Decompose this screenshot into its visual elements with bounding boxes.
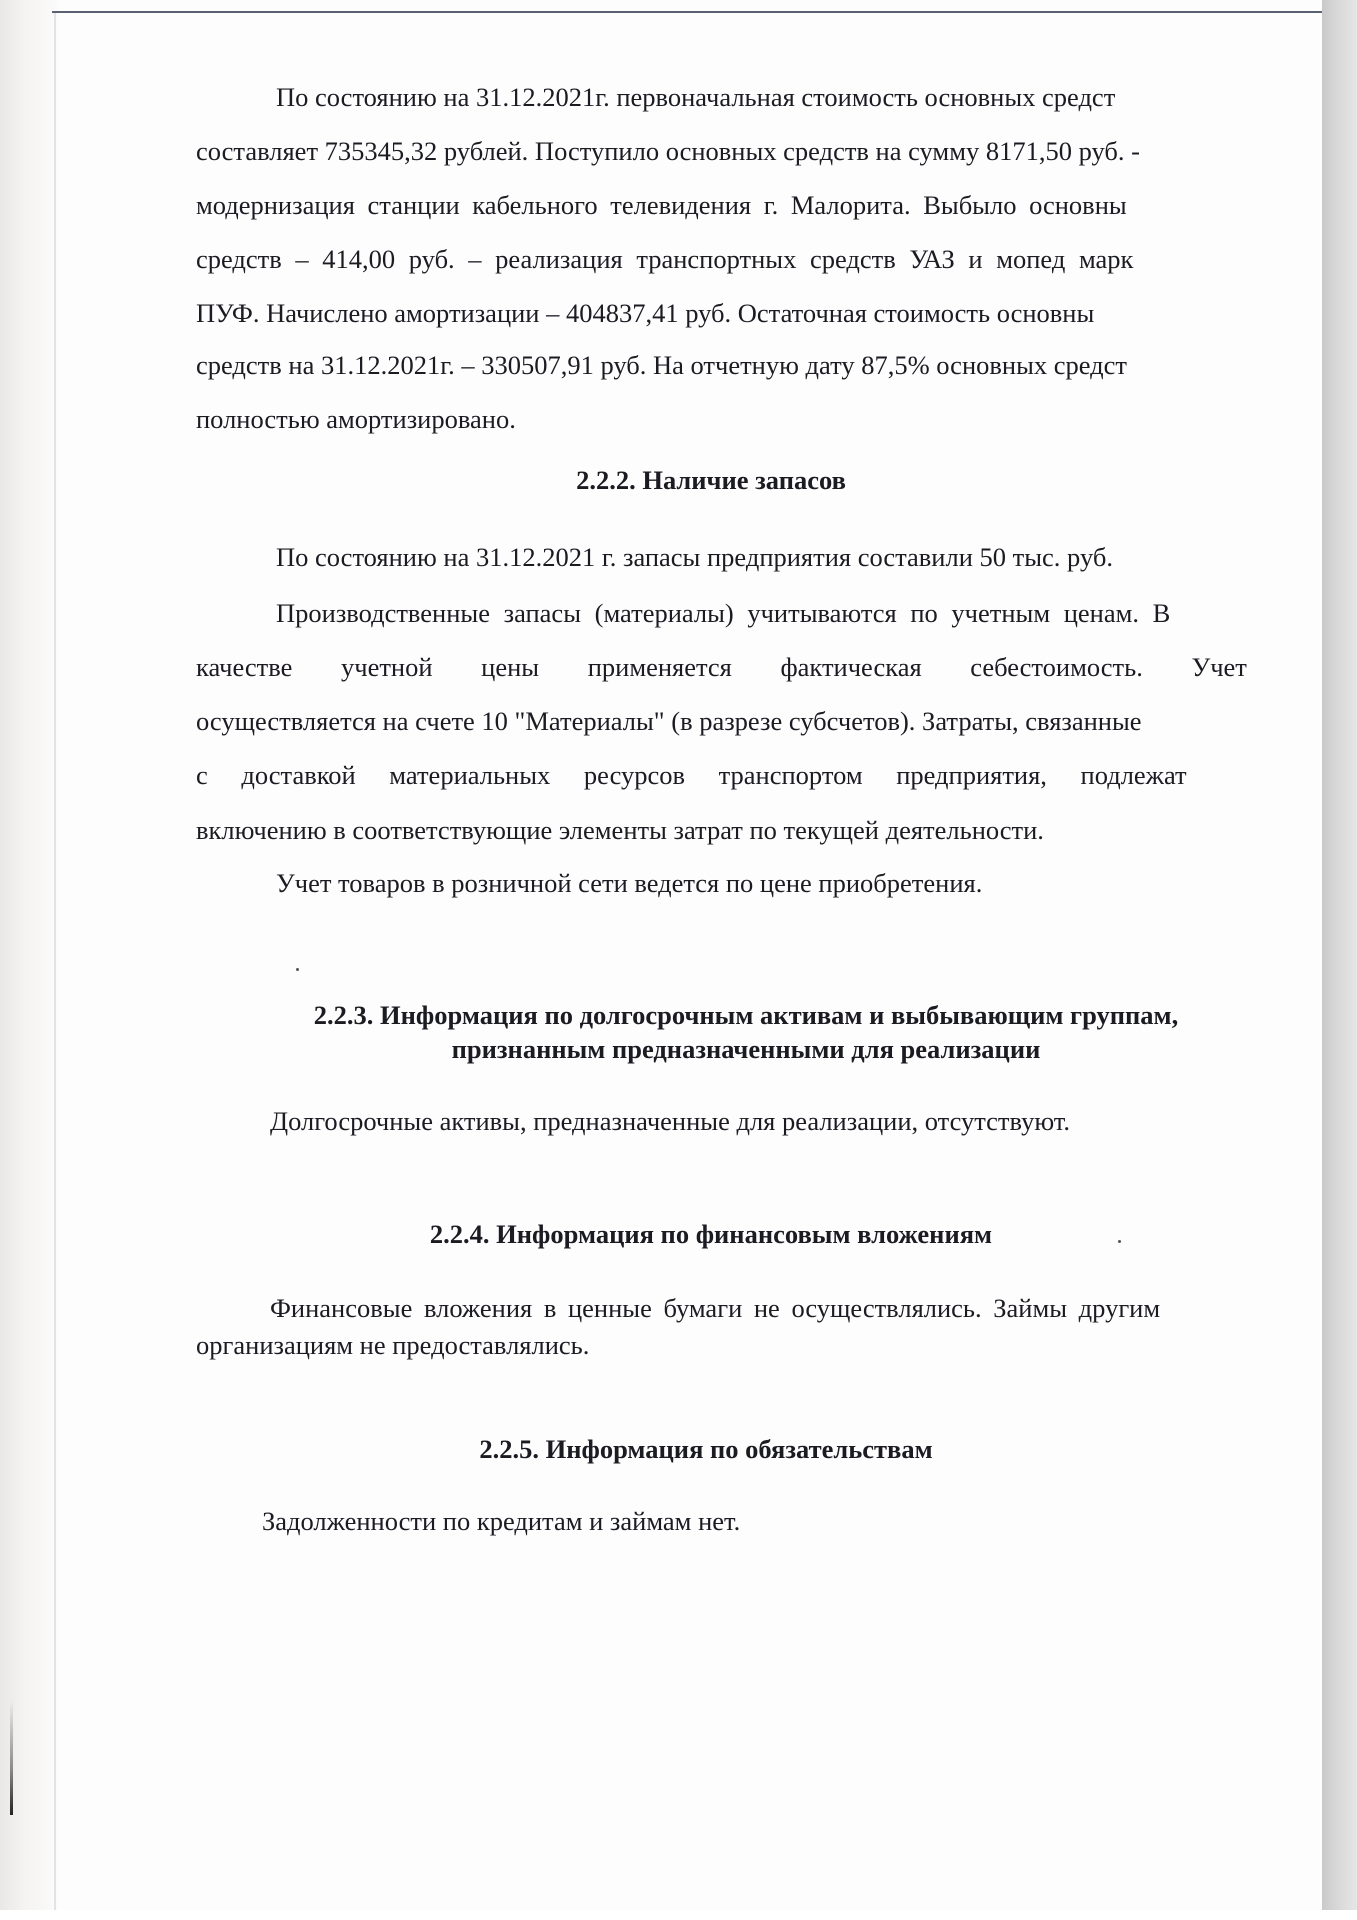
text-line <box>196 296 1322 330</box>
text-line <box>196 348 1322 382</box>
text-line <box>276 596 1322 630</box>
paragraph-inventory-total: По состоянию на 31.12.2021 г. запасы предприятия составили 50 тыс. руб. <box>276 542 1113 572</box>
text-line <box>196 134 1322 168</box>
scan-speck <box>1118 1240 1121 1243</box>
heading-2-2-5: 2.2.5. Информация по обязательствам <box>479 1434 933 1464</box>
text-line-content: составляет 735345,32 рублей. Поступило основных средств на сумму 8171,50 руб. - <box>196 136 1140 166</box>
text-line <box>196 402 516 436</box>
heading-2-2-3-line2: признанным предназначенными для реализации <box>451 1034 1041 1064</box>
right-edge-shadow <box>1322 0 1357 1910</box>
text-line-content: качестве учетной цены применяется фактическая себестоимость. Учет <box>196 652 1247 682</box>
text-line-content: организациям не предоставлялись. <box>196 1330 590 1360</box>
text-line-content: Финансовые вложения в ценные бумаги не осуществлялись. Займы другим <box>270 1293 1161 1323</box>
text-line-content: осуществляется на счете 10 "Материалы" (в разрезе субсчетов). Затраты, связанные <box>196 706 1142 736</box>
text-line-content: Производственные запасы (материалы) учитываются по учетным ценам. В <box>276 598 1171 628</box>
text-line-content: полностью амортизировано. <box>196 404 516 434</box>
heading-2-2-2: 2.2.2. Наличие запасов <box>576 465 846 495</box>
scan-speck <box>296 968 299 971</box>
text-line <box>270 1291 1322 1325</box>
text-line-content: средств – 414,00 руб. – реализация транспортных средств УАЗ и мопед марк <box>196 244 1134 274</box>
text-line <box>196 704 1322 738</box>
text-line <box>196 758 1322 792</box>
text-line <box>196 1328 589 1362</box>
paragraph-retail-goods: Учет товаров в розничной сети ведется по цене приобретения. <box>276 868 983 898</box>
text-line-content: включению в соответствующие элементы затрат по текущей деятельности. <box>196 815 1044 845</box>
heading-2-2-3-line1: 2.2.3. Информация по долгосрочным активам и выбывающим группам, <box>313 1000 1179 1030</box>
text-line <box>196 813 1044 847</box>
text-line-content: ПУФ. Начислено амортизации – 404837,41 руб. Остаточная стоимость основны <box>196 298 1095 328</box>
paragraph-long-term-assets: Долгосрочные активы, предназначенные для реализации, отсутствуют. <box>270 1106 1070 1136</box>
text-line-content: модернизация станции кабельного телевидения г. Малорита. Выбыло основны <box>196 190 1127 220</box>
text-line <box>196 188 1322 222</box>
paragraph-liabilities: Задолженности по кредитам и займам нет. <box>262 1506 741 1536</box>
text-line <box>196 650 1322 684</box>
text-line-content: с доставкой материальных ресурсов транспортом предприятия, подлежат <box>196 760 1187 790</box>
heading-2-2-4: 2.2.4. Информация по финансовым вложениям <box>429 1219 993 1249</box>
text-line <box>196 242 1322 276</box>
text-line-content: средств на 31.12.2021г. – 330507,91 руб. На отчетную дату 87,5% основных средст <box>196 350 1127 380</box>
text-line <box>276 80 1322 114</box>
text-line-content: По состоянию на 31.12.2021г. первоначальная стоимость основных средст <box>276 82 1116 112</box>
top-rule <box>52 11 1322 13</box>
